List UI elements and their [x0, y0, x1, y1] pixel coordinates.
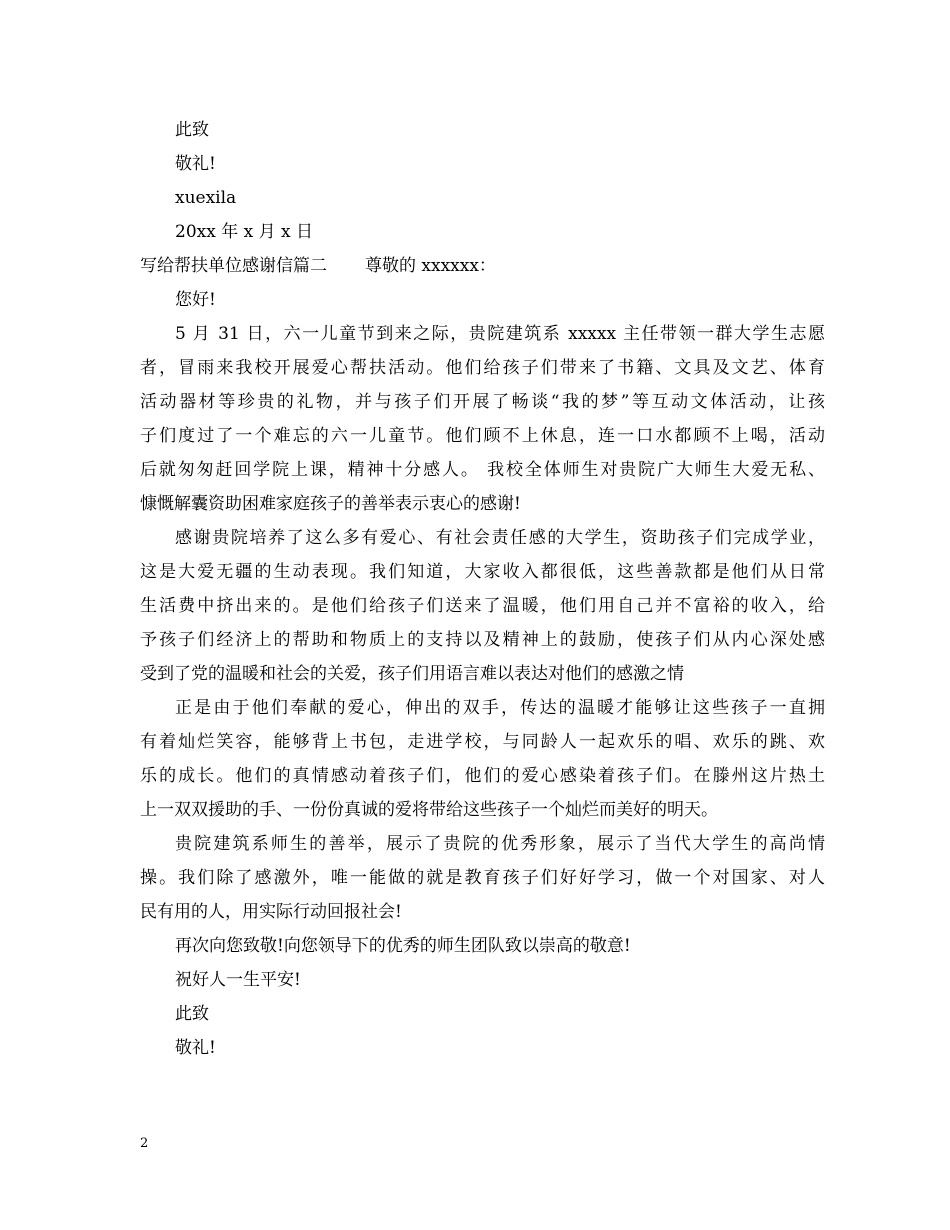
paragraph-line: 者，冒雨来我校开展爱心帮扶活动。他们给孩子们带来了书籍、文具及文艺、体育 — [140, 358, 825, 378]
paragraph-line: 5 月 31 日，六一儿童节到来之际，贵院建筑系 xxxxx 主任带领一群大学生志愿 — [175, 324, 825, 344]
paragraph-line: 子们度过了一个难忘的六一儿童节。他们顾不上休息，连一口水都顾不上喝，活动 — [140, 426, 825, 446]
paragraph-line: 操。我们除了感激外，唯一能做的就是教育孩子们好好学习，做一个对国家、对人 — [140, 868, 825, 888]
paragraph-line: 民有用的人，用实际行动回报社会! — [140, 902, 402, 922]
paragraph-line: 这是大爱无疆的生动表现。我们知道，大家收入都很低，这些善款都是他们从日常 — [140, 562, 825, 582]
closing-ci-zhi: 此致 — [175, 120, 209, 140]
closing-line: 祝好人一生平安! — [175, 970, 301, 990]
signature: xuexila — [175, 188, 237, 208]
paragraph-line: 活动器材等珍贵的礼物，并与孩子们开展了畅谈“我的梦”等互动文体活动，让孩 — [140, 392, 825, 412]
closing-line: 敬礼! — [175, 1038, 216, 1058]
closing-line: 此致 — [175, 1004, 209, 1024]
paragraph-line: 生活费中挤出来的。是他们给孩子们送来了温暖，他们用自己并不富裕的收入，给 — [140, 596, 825, 616]
paragraph-line: 乐的成长。他们的真情感动着孩子们，他们的爱心感染着孩子们。在滕州这片热土 — [140, 766, 825, 786]
greeting: 您好! — [175, 290, 216, 310]
letter-salutation: 尊敬的 xxxxxx： — [365, 256, 496, 276]
page-number: 2 — [140, 1136, 149, 1151]
letter-date: 20xx 年 x 月 x 日 — [175, 222, 314, 242]
closing-line: 再次向您致敬!向您领导下的优秀的师生团队致以崇高的敬意! — [175, 936, 631, 956]
paragraph-line: 予孩子们经济上的帮助和物质上的支持以及精神上的鼓励，使孩子们从内心深处感 — [140, 630, 825, 650]
paragraph-line: 受到了党的温暖和社会的关爱，孩子们用语言难以表达对他们的感激之情 — [140, 664, 684, 684]
paragraph-line: 有着灿烂笑容，能够背上书包，走进学校，与同龄人一起欢乐的唱、欢乐的跳、欢 — [140, 732, 825, 752]
paragraph-line: 上一双双援助的手、一份份真诚的爱将带给这些孩子一个灿烂而美好的明天。 — [140, 800, 718, 820]
closing-jing-li: 敬礼! — [175, 154, 216, 174]
paragraph-line: 后就匆匆赶回学院上课，精神十分感人。 我校全体师生对贵院广大师生大爱无私、 — [140, 460, 825, 480]
paragraph-line: 贵院建筑系师生的善举，展示了贵院的优秀形象，展示了当代大学生的高尚情 — [175, 834, 825, 854]
paragraph-line: 慷慨解囊资助困难家庭孩子的善举表示衷心的感谢! — [140, 494, 521, 514]
section-heading — [140, 255, 496, 277]
letter-title: 写给帮扶单位感谢信篇二 — [140, 256, 327, 276]
paragraph-line: 正是由于他们奉献的爱心，伸出的双手，传达的温暖才能够让这些孩子一直拥 — [175, 698, 825, 718]
paragraph-line: 感谢贵院培养了这么多有爱心、有社会责任感的大学生，资助孩子们完成学业， — [175, 528, 825, 548]
